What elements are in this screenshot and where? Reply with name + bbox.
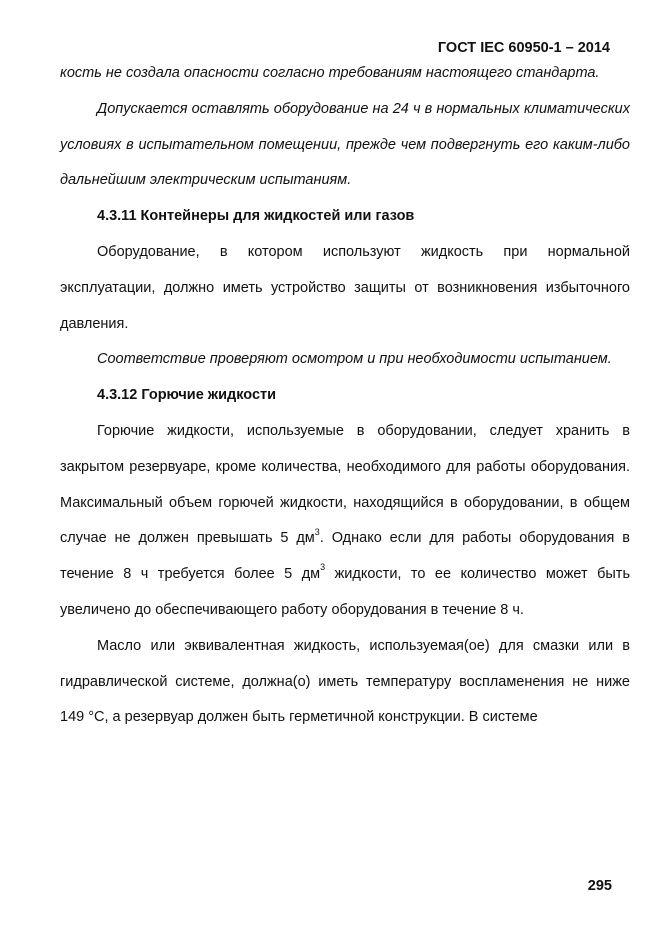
text-part-a: Горючие жидкости, используемые в оборудовании, следует хранить в закрытом резервуаре, кроме количества, необходимого для работы оборудования. Максимальный объем горючей жидкости, находящийся в оборудовании, в общем случае не должен превышать 5 дм <box>60 422 630 547</box>
paragraph-flammable-liquids <box>60 414 630 629</box>
superscript-3b: 3 <box>320 562 326 573</box>
page-number: 295 <box>587 878 612 894</box>
paragraph-compliance: Соответствие проверяют осмотром и при необходимости испытанием. <box>97 351 612 368</box>
document-header: ГОСТ IEC 60950-1 – 2014 <box>437 40 610 56</box>
paragraph-oil: Масло или эквивалентная жидкость, используемая(ое) для смазки или в гидравлической системе, должна(о) иметь температуру воспламенения не ниже 149 °С, а резервуар должен быть герметичной конструкции. В системе <box>60 637 630 726</box>
section-heading-4-3-11: 4.3.11 Контейнеры для жидкостей или газов <box>97 208 415 225</box>
text-part-b: . Однако если для работы оборудования в течение 8 ч требуется более 5 дм <box>60 530 630 583</box>
superscript-3a: 3 <box>314 526 320 537</box>
text-part-c: жидкости, то ее количество может быть увеличено до обеспечивающего работу оборудования в течение 8 ч. <box>60 566 630 618</box>
document-body <box>60 56 630 736</box>
paragraph-allowance: Допускается оставлять оборудование на 24 ч в нормальных климатических условиях в испытательном помещении, прежде чем подвергнуть его каким-либо дальнейшим электрическим испытаниям. <box>60 100 630 189</box>
paragraph-containers: Оборудование, в котором используют жидкость при нормальной эксплуатации, должно иметь устройство защиты от возникновения избыточного давления. <box>60 243 630 332</box>
paragraph-continuation: кость не создала опасности согласно требованиям настоящего стандарта. <box>60 65 600 81</box>
section-heading-4-3-12: 4.3.12 Горючие жидкости <box>97 387 277 404</box>
